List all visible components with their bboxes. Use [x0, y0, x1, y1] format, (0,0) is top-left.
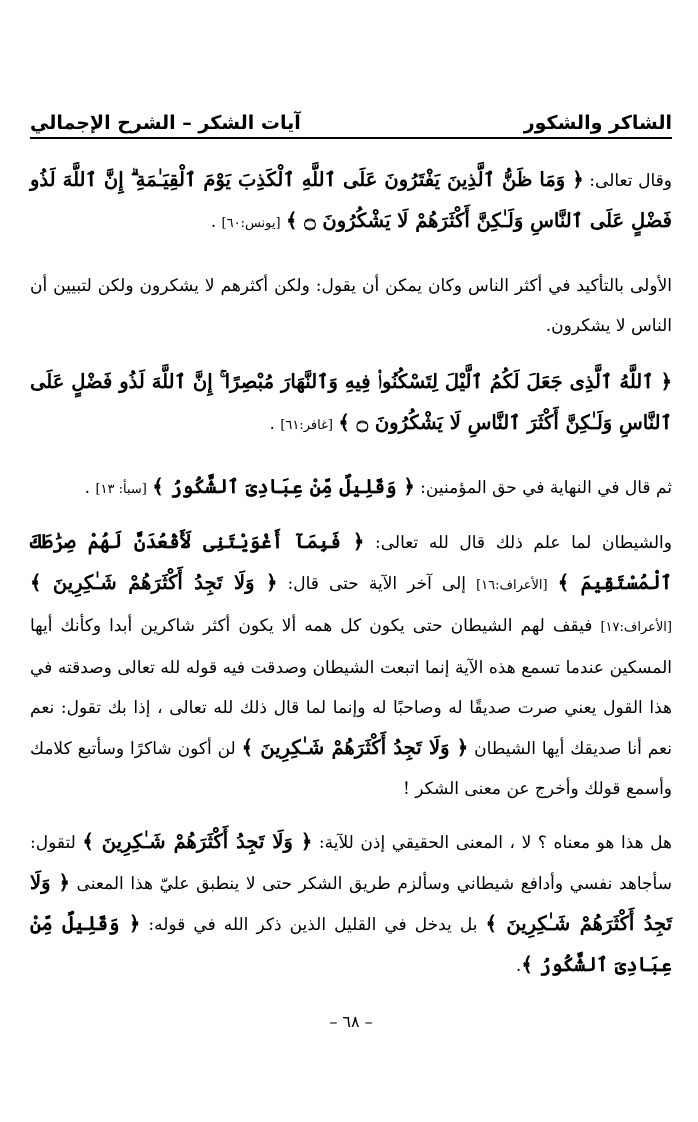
paragraph-text: . — [515, 956, 522, 976]
quran-verse: ﴿ وَلَا تَجِدُ أَكْثَرَهُمْ شَـٰكِرِينَ ﴾ — [30, 571, 278, 594]
quran-verse: ﴿ وَمَا ظَنُّ ٱلَّذِينَ يَفْتَرُونَ عَلَى ٱللَّهِ ٱلْكَذِبَ يَوْمَ ٱلْقِيَـٰمَةِ ۗ إِنَّ ٱللَّهَ لَذُو فَضْلٍ عَلَى ٱلنَّاسِ وَلَـٰكِنَّ أَكْثَرَهُمْ لَا يَشْكُرُونَ ۝ ﴾ — [30, 168, 672, 232]
paragraph-text: . — [210, 212, 222, 232]
header-chapter-title: آيات الشكر – الشرح الإجمالي — [30, 112, 301, 134]
verse-reference: [سبأ: ١٣] — [95, 482, 147, 497]
paragraph-text: ثم قال في النهاية في حق المؤمنين: — [414, 478, 672, 498]
paragraph-text: والشيطان لما علم ذلك قال لله تعالى: — [364, 533, 672, 553]
verse-reference: [الأعراف:١٦] — [476, 578, 548, 593]
page-number: – ٦٨ – — [329, 1012, 373, 1031]
header-divider — [30, 137, 672, 139]
paragraph-text: فيقف لهم الشيطان حتى يكون كل همه ألا يكون أكثر شاكرين أبدا وكأنك أيها المسكين عندما تسمع هذه الآية إنما اتبعت الشيطان وصدقت فيه قوله لله تعالى وصدقته في هذا القول يعني صرت صديقًا له وصاحبًا له وإنما لما قال ذلك لله تعالى ، إذا بك تقول: نعم نعم أنا صديقك أيها الشيطان — [30, 616, 672, 759]
verse-reference: [غافر:٦١] — [280, 418, 333, 433]
paragraph-text: . — [269, 414, 281, 434]
verse-reference: [الأعراف:١٧] — [600, 620, 672, 635]
header-book-title: الشاكر والشكور — [523, 112, 672, 134]
quran-verse: ﴿ وَقَلِيلٌ مِّنْ عِبَادِىَ ٱلشَّكُورُ ﴾ — [152, 475, 415, 498]
paragraph-text: بل يدخل في القليل الذين ذكر الله في قوله: — [140, 915, 486, 935]
paragraph-text: وقال تعالى: — [583, 171, 672, 191]
paragraph-text: إلى آخر الآية حتى قال: — [277, 574, 477, 594]
quran-verse: ﴿ وَلَا تَجِدُ أَكْثَرَهُمْ شَـٰكِرِينَ ﴾ — [30, 871, 673, 935]
paragraph-text: الأولى بالتأكيد في أكثر الناس وكان يمكن أن يقول: ولكن أكثرهم لا يشكرون ولكن لتبيين أن الناس لا يشكرون. — [30, 276, 672, 336]
book-page — [30, 0, 672, 1122]
paragraph-4 — [30, 467, 672, 510]
running-header — [30, 98, 672, 134]
paragraph-text: . — [84, 478, 96, 498]
verse-reference: [يونس:٦٠] — [221, 216, 281, 231]
paragraph-text: لتقول: سأجاهد نفسي وأدافع شيطاني وسألزم طريق الشكر حتى لا ينطبق عليّ هذا المعنى — [30, 833, 672, 894]
paragraph-6 — [30, 822, 672, 986]
quran-verse: ﴿ فَبِمَآ أَغْوَيْتَنِى لَأَقْعُدَنَّ لَهُمْ صِرَٰطَكَ ٱلْمُسْتَقِيمَ ﴾ — [30, 530, 673, 594]
paragraph-text: لن أكون شاكرًا وسأتبع كلامك وأسمع قولك وأخرج عن معنى الشكر ! — [30, 739, 672, 799]
quran-verse: ﴿ وَقَلِيلٌ مِّنْ عِبَادِىَ ٱلشَّكُورُ ﴾ — [30, 912, 672, 976]
paragraph-3 — [30, 362, 672, 446]
paragraph-2 — [30, 266, 672, 346]
paragraph-1 — [30, 160, 672, 244]
quran-verse: ﴿ ٱللَّهُ ٱلَّذِى جَعَلَ لَكُمُ ٱلَّيْلَ لِتَسْكُنُوا۟ فِيهِ وَٱلنَّهَارَ مُبْصِرًا ۚ إِنَّ ٱللَّهَ لَذُو فَضْلٍ عَلَى ٱلنَّاسِ وَلَـٰكِنَّ أَكْثَرَ ٱلنَّاسِ لَا يَشْكُرُونَ ۝ ﴾ — [30, 370, 672, 434]
paragraph-text: هل هذا هو معناه ؟ لا ، المعنى الحقيقي إذن للآية: — [312, 833, 672, 853]
quran-verse: ﴿ وَلَا تَجِدُ أَكْثَرَهُمْ شَـٰكِرِينَ ﴾ — [82, 830, 313, 853]
quran-verse: ﴿ وَلَا تَجِدُ أَكْثَرَهُمْ شَـٰكِرِينَ ﴾ — [241, 736, 469, 759]
paragraph-5 — [30, 522, 672, 809]
